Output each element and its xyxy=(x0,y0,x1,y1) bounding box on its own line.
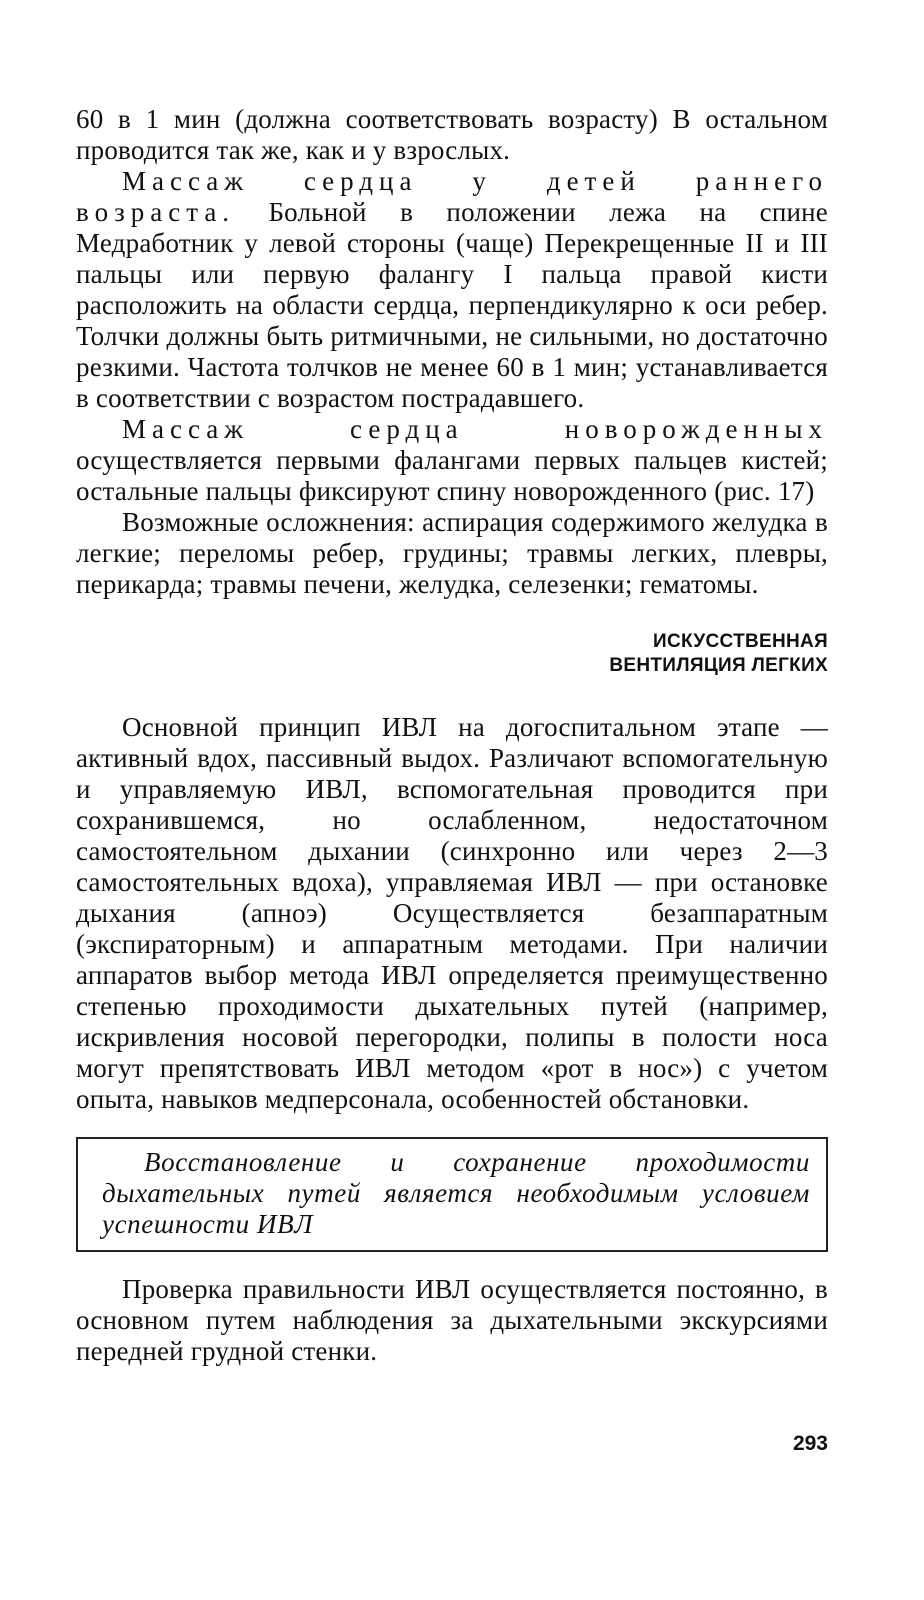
paragraph-newborn-massage xyxy=(76,414,828,507)
lead-newborn-massage: Массаж сердца новорожденных xyxy=(122,414,828,444)
section-heading-line1: ИСКУССТВЕННАЯ xyxy=(653,631,828,652)
paragraph-infant-massage xyxy=(76,166,828,414)
book-page xyxy=(76,104,828,1367)
text-infant-massage: Больной в положении лежа на спине Медработник у левой стороны (чаще) Перекрещенные II и III пальцы или первую фалангу I пальца правой кисти расположить на области сердца, перпендикулярно к оси ребер. Толчки должны быть ритмичными, не сильными, но достаточно резкими. Частота толчков не менее 60 в 1 мин; устанавливается в соответствии с возрастом пострадавшего. xyxy=(76,197,828,413)
paragraph-continuation: 60 в 1 мин (должна соответствовать возрасту) В остальном проводится так же, как и у взрослых. xyxy=(76,104,828,165)
paragraph-complications: Возможные осложнения: аспирация содержимого желудка в легкие; переломы ребер, грудины; травмы легких, плевры, перикарда; травмы печени, желудка, селезенки; гематомы. xyxy=(76,507,828,599)
boxed-note-text: Восстановление и сохранение проходимости дыхательных путей является необходимым условием успешности ИВЛ xyxy=(102,1147,810,1239)
paragraph-ventilation-principle: Основной принцип ИВЛ на догоспитальном этапе — активный вдох, пассивный выдох. Различают вспомогательную и управляемую ИВЛ, вспомогательная проводится при сохранившемся, но ослабленном, недостаточном самостоятельном дыхании (синхронно или через 2—3 самостоятельных вдоха), управляемая ИВЛ — при остановке дыхания (апноэ) Осуществляется безаппаратным (экспираторным) и аппаратным методами. При наличии аппаратов выбор метода ИВЛ определяется преимущественно степенью проходимости дыхательных путей (например, искривления носовой перегородки, полипы в полости носа могут препятствовать ИВЛ методом «рот в нос») с учетом опыта, навыков медперсонала, особенностей обстановки. xyxy=(76,712,828,1114)
paragraph-ventilation-check: Проверка правильности ИВЛ осуществляется постоянно, в основном путем наблюдения за дыхательными экскурсиями передней грудной стенки. xyxy=(76,1274,828,1366)
text-newborn-massage: осуществляется первыми фалангами первых пальцев кистей; остальные пальцы фиксируют спину новорожденного (рис. 17) xyxy=(76,445,828,506)
lead-infant-massage: Массаж сердца у детей раннего возраста. xyxy=(76,166,828,227)
page-number: 293 xyxy=(792,1432,828,1455)
section-heading xyxy=(76,630,828,678)
boxed-note xyxy=(76,1137,828,1252)
section-heading-line2: ВЕНТИЛЯЦИЯ ЛЕГКИХ xyxy=(609,655,828,676)
